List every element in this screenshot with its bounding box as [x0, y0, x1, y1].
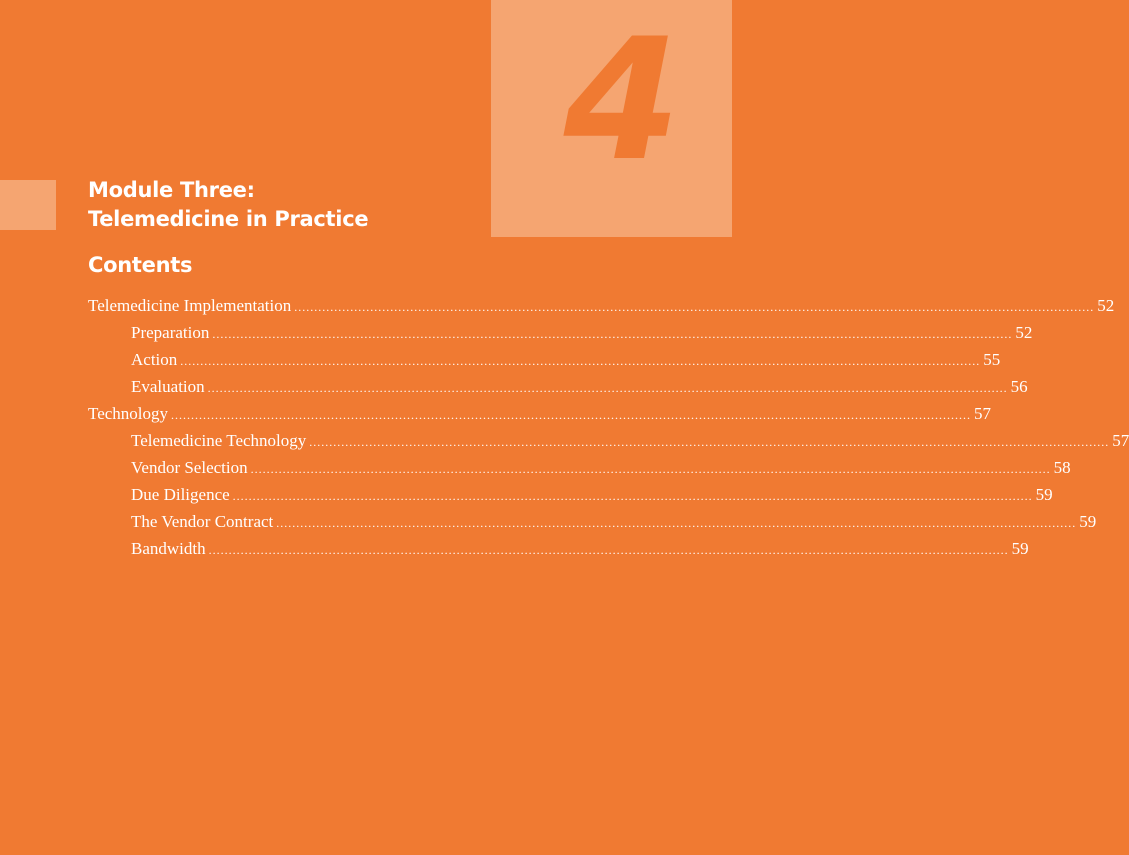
toc-dot-leader: ........................................................................................................................................................................................................ — [212, 327, 1013, 341]
toc-dot-leader: ........................................................................................................................................................................................................ — [180, 354, 981, 368]
toc-entry-bandwidth[interactable] — [88, 535, 1029, 562]
toc-entry-vendor-selection[interactable] — [88, 454, 1071, 481]
toc-entry-page: 57 — [1112, 431, 1129, 450]
toc-entry-evaluation[interactable] — [88, 373, 1028, 400]
module-title — [88, 176, 368, 234]
toc-entry-label: Preparation — [131, 323, 210, 342]
module-title-line1: Module Three: — [88, 178, 255, 202]
toc-dot-leader: ........................................................................................................................................................................................................ — [207, 381, 1008, 395]
toc-entry-action[interactable] — [88, 346, 1001, 373]
toc-entry-label: Telemedicine Technology — [131, 431, 307, 450]
toc-dot-leader: ........................................................................................................................................................................................................ — [294, 300, 1095, 314]
toc-entry-preparation[interactable] — [88, 319, 1033, 346]
toc-entry-page: 52 — [1097, 296, 1115, 315]
toc-dot-leader: ........................................................................................................................................................................................................ — [171, 408, 972, 422]
toc-entry-page: 59 — [1011, 539, 1029, 558]
toc-entry-due-diligence[interactable] — [88, 481, 1053, 508]
toc-entry-vendor-contract[interactable] — [88, 508, 1097, 535]
toc-dot-leader: ........................................................................................................................................................................................................ — [309, 435, 1110, 449]
toc-entry-telemedicine-implementation[interactable] — [88, 292, 1115, 319]
toc-entry-page: 57 — [974, 404, 992, 423]
toc-entry-page: 59 — [1035, 485, 1053, 504]
toc-entry-page: 56 — [1010, 377, 1028, 396]
toc-entry-technology[interactable] — [88, 400, 992, 427]
toc-dot-leader: ........................................................................................................................................................................................................ — [250, 462, 1051, 476]
toc-entry-label: Bandwidth — [131, 539, 206, 558]
side-tab-decoration — [0, 180, 56, 230]
toc-dot-leader: ........................................................................................................................................................................................................ — [208, 543, 1009, 557]
toc-entry-label: Telemedicine Implementation — [88, 296, 292, 315]
toc-entry-telemedicine-technology[interactable] — [88, 427, 1129, 454]
toc-dot-leader: ........................................................................................................................................................................................................ — [232, 489, 1033, 503]
toc-entry-page: 58 — [1053, 458, 1071, 477]
toc-entry-label: Due Diligence — [131, 485, 230, 504]
toc-entry-label: Vendor Selection — [131, 458, 248, 477]
toc-entry-page: 59 — [1079, 512, 1097, 531]
toc-entry-label: Evaluation — [131, 377, 205, 396]
toc-entry-page: 52 — [1015, 323, 1033, 342]
chapter-number: 4 — [563, 2, 677, 198]
toc-dot-leader: ........................................................................................................................................................................................................ — [276, 516, 1077, 530]
contents-heading: Contents — [88, 253, 193, 277]
toc-entry-page: 55 — [983, 350, 1001, 369]
table-of-contents — [88, 292, 1129, 562]
toc-entry-label: Technology — [88, 404, 169, 423]
module-title-line2: Telemedicine in Practice — [88, 207, 369, 231]
toc-entry-label: Action — [131, 350, 178, 369]
toc-entry-label: The Vendor Contract — [131, 512, 274, 531]
